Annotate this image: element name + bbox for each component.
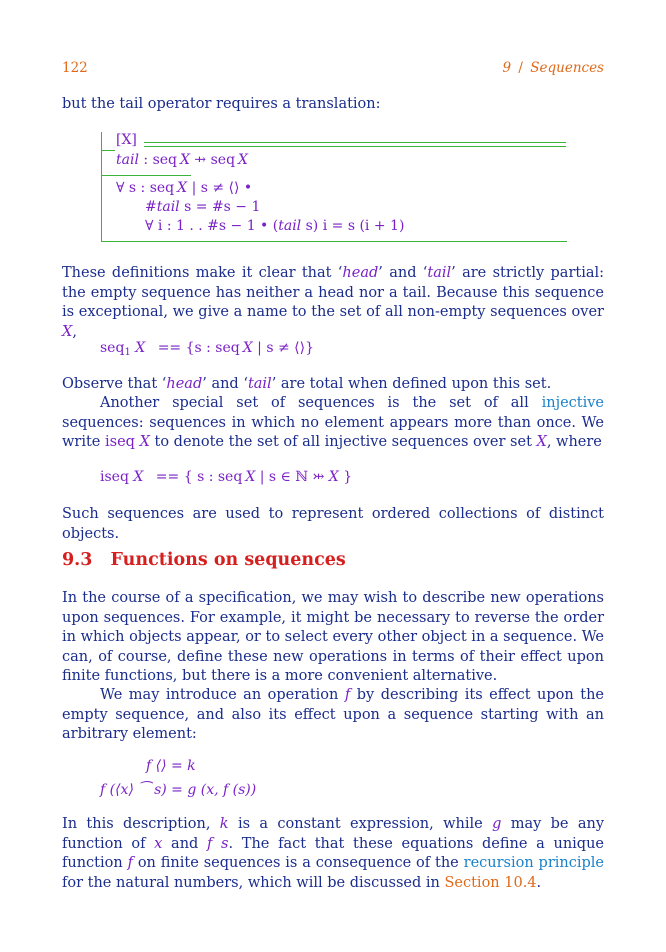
para3-var: X — [139, 434, 150, 450]
decl-name: tail — [116, 152, 139, 168]
pred1-pre: ∀ s : seq — [116, 180, 175, 196]
pred2-hash: # — [145, 199, 157, 215]
schema-bottom-rule — [101, 241, 567, 242]
pred3-post: s) i = s (i + 1) — [305, 218, 405, 234]
section-heading — [62, 550, 346, 570]
decl-var2: X — [238, 152, 249, 168]
schema-top-rule-b — [144, 146, 566, 147]
equation-cons: f (⟨x⟩ ⁀ s) = g (x, f (s)) — [100, 782, 257, 798]
para7-f: f — [127, 855, 133, 871]
predicate-line-2 — [145, 199, 260, 215]
para1-text-3: ’ are strictly partial: the empty sequence has neither a head nor a tail. Because this sequence is exceptional, we give a name to the set of all non-empty sequences over — [62, 265, 605, 320]
def1-var2: X — [242, 340, 253, 356]
para7-text-4: and — [171, 835, 199, 852]
paragraph-partial — [62, 264, 604, 342]
para1-text-4: , — [72, 323, 77, 340]
definition-iseq — [100, 469, 352, 485]
paragraph-functions: In the course of a specification, we may wish to describe new operations upon sequences. For example, it might be necessary to reverse the order in which objects appear, or to select every other object in a sequence. We can, of course, define these new operations in terms of their effect upon finite functions, but there is a more convenient alternative. — [62, 590, 604, 684]
def1-subscript: 1 — [124, 347, 131, 358]
def2-var2: X — [245, 469, 256, 485]
head-term: head — [342, 265, 379, 281]
pred1-post: | s ≠ ⟨⟩ • — [191, 180, 253, 196]
decl-colon: : — [143, 152, 149, 168]
def1-post: | s ≠ ⟨⟩} — [257, 340, 314, 356]
para7-fs: f s — [207, 835, 229, 852]
para3-text-3: to denote the set of all injective sequences over set — [154, 434, 532, 450]
para7-text-3: may be any function of — [62, 816, 605, 852]
iseq-term: iseq — [105, 434, 135, 450]
decl-var: X — [180, 152, 190, 168]
para6-text-2: by describing its effect upon the empty sequence, and also its effect upon a sequence starting with an arbitrary element: — [62, 687, 604, 742]
paragraph-introduce — [62, 686, 604, 745]
paragraph-total — [62, 375, 604, 395]
pred3-pre: ∀ i : 1 . . #s − 1 • ( — [145, 218, 279, 234]
para1-text-2: ’ and ‘ — [378, 265, 428, 281]
schema-left-rule — [101, 132, 102, 242]
predicate-line-1 — [116, 180, 252, 196]
def2-mid: == { s : seq — [155, 469, 243, 485]
pred1-var: X — [177, 180, 188, 196]
para1-var: X — [62, 323, 73, 340]
para6-f: f — [344, 687, 351, 703]
para7-k: k — [219, 816, 229, 832]
schema-top-tick — [101, 150, 115, 151]
section-title: Functions on sequences — [110, 550, 346, 570]
pred2-post: s = #s − 1 — [184, 199, 261, 215]
running-head — [503, 60, 605, 76]
paragraph-description — [62, 815, 604, 893]
equation-empty: f ⟨⟩ = k — [146, 758, 196, 774]
decl-seq: seq — [152, 152, 177, 168]
paragraph-injective — [62, 394, 604, 453]
recursion-principle-link[interactable]: recursion principle — [463, 855, 605, 871]
def2-iseq: iseq — [100, 469, 129, 485]
para6-text-1: We may introduce an operation — [100, 687, 339, 703]
page-number: 122 — [62, 60, 88, 76]
decl-arrow: ⇸ — [194, 152, 207, 168]
def1-seq: seq — [100, 340, 125, 356]
para3-text-2: sequences: sequences in which no element appears more than once. We write — [62, 414, 604, 450]
para7-text-2: is a constant expression, while — [237, 816, 483, 832]
para3-text-1: Another special set of sequences is the set of all — [100, 395, 529, 411]
tail-term: tail — [427, 265, 452, 281]
para2-text-3: ’ are total when defined upon this set. — [271, 376, 552, 392]
para2-text-1: Observe that ‘ — [62, 376, 167, 392]
def1-mid: == {s : seq — [157, 340, 240, 356]
chapter-number: 9 — [502, 60, 512, 76]
def2-end: } — [343, 469, 353, 485]
def2-var: X — [133, 469, 144, 485]
definition-seq1 — [100, 340, 314, 358]
injective-link[interactable]: injective — [541, 395, 605, 411]
para3-var2: X — [536, 434, 547, 450]
para2-text-2: ’ and ‘ — [202, 376, 248, 392]
tail-term-2: tail — [247, 376, 272, 392]
para7-text-5: . The fact that these equations define a unique function — [62, 835, 604, 871]
paragraph-ordered: Such sequences are used to represent ordered collections of distinct objects. — [62, 506, 604, 542]
intro-text: but the tail operator requires a translation: — [62, 96, 381, 112]
def2-var3: X — [328, 469, 339, 485]
para7-text-7: for the natural numbers, which will be discussed in — [62, 874, 440, 891]
section-10-4-link[interactable]: Section 10.4 — [444, 874, 537, 891]
para7-g: g — [492, 816, 502, 832]
para7-x: x — [154, 835, 163, 852]
head-term-2: head — [166, 376, 203, 392]
pred3-name: tail — [278, 218, 302, 234]
def2-mid2: | s ∈ ℕ ⤔ — [259, 469, 325, 485]
schema-top-rule-a — [144, 142, 566, 143]
def1-var: X — [135, 340, 146, 356]
schema-divider — [101, 175, 191, 176]
para7-text-6: on finite sequences is a consequence of the — [137, 855, 459, 871]
section-number: 9.3 — [62, 550, 93, 570]
para3-text-4: , where — [546, 434, 602, 450]
pred2-name: tail — [156, 199, 180, 215]
generic-parameter: [X] — [116, 132, 137, 148]
para1-text-1: These definitions make it clear that ‘ — [62, 265, 343, 281]
predicate-line-3 — [145, 218, 404, 234]
decl-seq2: seq — [210, 152, 236, 168]
header-separator: / — [518, 60, 523, 76]
chapter-title: Sequences — [530, 60, 604, 76]
para7-text-8: . — [536, 874, 542, 891]
para7-text-1: In this description, — [62, 816, 211, 832]
schema-declaration — [116, 152, 248, 168]
